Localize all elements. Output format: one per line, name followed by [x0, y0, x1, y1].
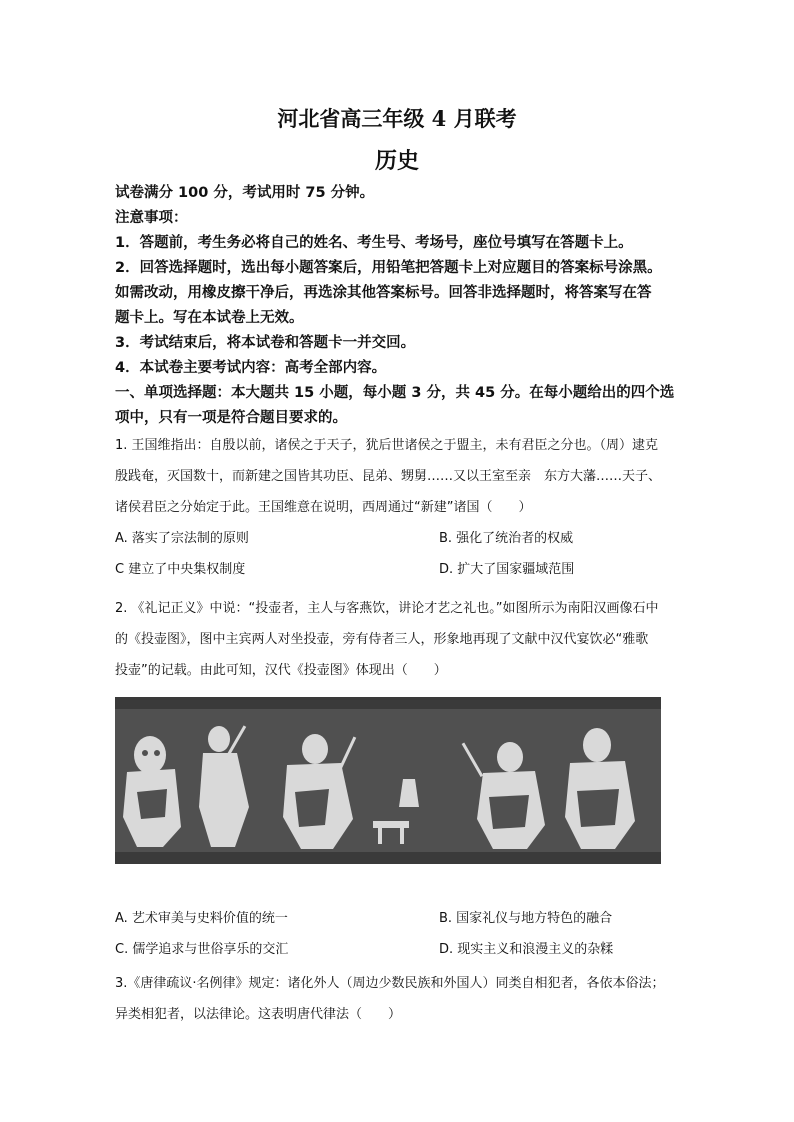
note-line: 如需改动，用橡皮擦干净后，再选涂其他答案标号。回答非选择题时，将答案写在答 — [115, 285, 652, 301]
relief-figure-drawing — [115, 697, 661, 864]
score-time-line: 试卷满分 100 分，考试用时 75 分钟。 — [115, 185, 375, 201]
touhu-stone-relief-image — [115, 697, 661, 864]
question-1-text: 1. 王国维指出：自殷以前，诸侯之于天子，犹后世诸侯之于盟主，未有君臣之分也。（周）逮克 — [115, 438, 659, 453]
note-line: 4．本试卷主要考试内容：高考全部内容。 — [115, 360, 387, 376]
question-1-text: 诸侯君臣之分始定于此。王国维意在说明，西周通过“新建”诸国（ ） — [115, 500, 532, 515]
question-1-option-a[interactable]: A. 落实了宗法制的原则 — [115, 531, 249, 546]
question-2-option-c[interactable]: C. 儒学追求与世俗享乐的交汇 — [115, 942, 289, 957]
question-1-text: 殷践奄，灭国数十，而新建之国皆其功臣、昆弟、甥舅……又以王室至亲 东方大藩……天子、 — [115, 469, 662, 484]
note-line: 3．考试结束后，将本试卷和答题卡一并交回。 — [115, 335, 416, 351]
question-2-option-b[interactable]: B. 国家礼仪与地方特色的融合 — [439, 911, 613, 926]
section-heading: 一、单项选择题：本大题共 15 小题，每小题 3 分，共 45 分。在每小题给出的四个选 — [115, 385, 675, 401]
exam-title: 河北省高三年级 4 月联考 — [277, 106, 517, 131]
section-heading: 项中，只有一项是符合题目要求的。 — [115, 410, 347, 426]
question-2-text: 投壶”的记载。由此可知，汉代《投壶图》体现出（ ） — [115, 663, 447, 678]
note-line: 题卡上。写在本试卷上无效。 — [115, 310, 304, 326]
question-3-text: 异类相犯者，以法律论。这表明唐代律法（ ） — [115, 1007, 402, 1022]
question-2-text: 的《投壶图》，图中主宾两人对坐投壶，旁有侍者三人，形象地再现了文献中汉代宴饮必“雅歌 — [115, 632, 649, 647]
question-1-option-d[interactable]: D. 扩大了国家疆域范围 — [439, 562, 575, 577]
question-3-text: 3.《唐律疏议·名例律》规定：诸化外人（周边少数民族和外国人）同类自相犯者，各依本俗法； — [115, 976, 665, 991]
question-1-option-b[interactable]: B. 强化了统治者的权威 — [439, 531, 574, 546]
note-line: 2．回答选择题时，选出每小题答案后，用铅笔把答题卡上对应题目的答案标号涂黑。 — [115, 260, 662, 276]
question-2-text: 2. 《礼记正义》中说：“投壶者，主人与客燕饮，讲论才艺之礼也。”如图所示为南阳汉画像石中 — [115, 601, 659, 616]
subject-title: 历史 — [374, 148, 419, 174]
question-1-option-c[interactable]: C 建立了中央集权制度 — [115, 562, 246, 577]
question-2-option-d[interactable]: D. 现实主义和浪漫主义的杂糅 — [439, 942, 614, 957]
note-line: 1．答题前，考生务必将自己的姓名、考生号、考场号，座位号填写在答题卡上。 — [115, 235, 633, 251]
question-2-option-a[interactable]: A. 艺术审美与史料价值的统一 — [115, 911, 288, 926]
notes-heading: 注意事项： — [115, 210, 188, 226]
